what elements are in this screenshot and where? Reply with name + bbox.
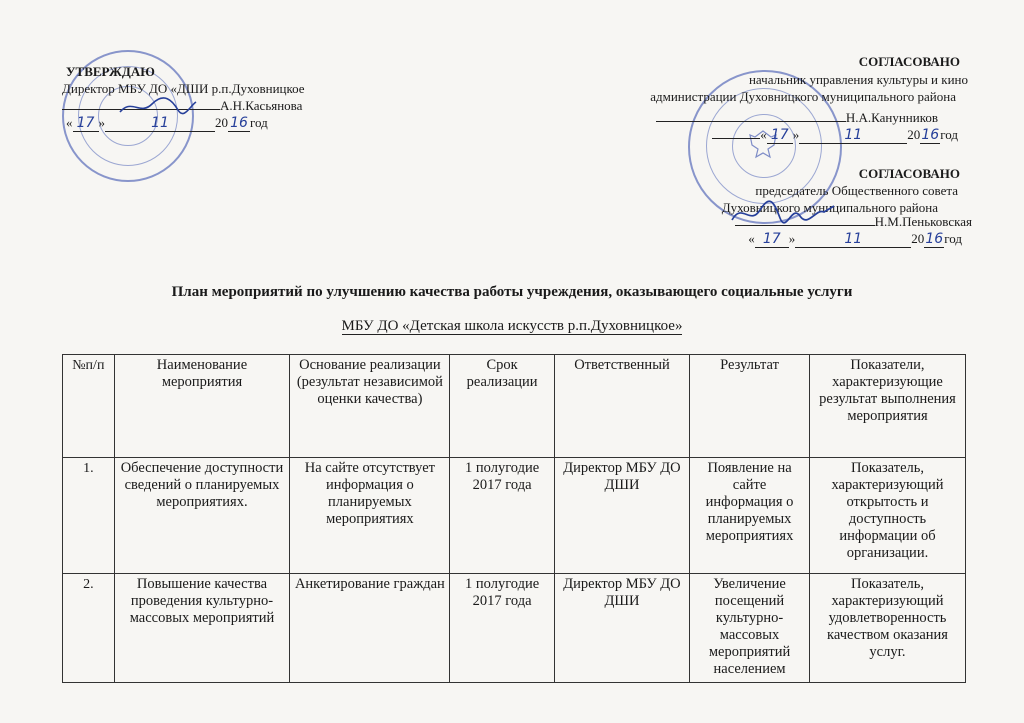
approve-heading: УТВЕРЖДАЮ [66, 64, 155, 79]
cell-basis: Анкетирование граждан [290, 574, 450, 683]
cell-responsible: Директор МБУ ДО ДШИ [554, 574, 689, 683]
agreed-2-line2: Духовницкого муниципального района [721, 200, 938, 215]
col-header-responsible: Ответственный [554, 355, 689, 458]
agreed-2-date-day: 17 [755, 231, 789, 248]
agreed-1-date-month: 11 [799, 127, 907, 144]
cell-term: 1 полугодие 2017 года [450, 574, 554, 683]
cell-responsible: Директор МБУ ДО ДШИ [554, 458, 689, 574]
cell-number: 2. [63, 574, 115, 683]
col-header-term: Срок реализации [450, 355, 554, 458]
cell-name: Повышение качества проведения культурно-массовых мероприятий [114, 574, 290, 683]
agreed-1-date-year: 16 [921, 127, 940, 143]
col-header-number: №п/п [63, 355, 115, 458]
cell-name: Обеспечение доступности сведений о планируемых мероприятиях. [114, 458, 290, 574]
agreed-1-line1: начальник управления культуры и кино [748, 72, 968, 87]
col-header-name: Наименование мероприятия [114, 355, 290, 458]
agreed-2-date-year: 16 [925, 231, 944, 247]
agreed-heading-2: СОГЛАСОВАНО [858, 166, 960, 181]
council-chair-signature [728, 198, 838, 230]
col-header-indicators: Показатели, характеризующие результат выполнения мероприятия [809, 355, 965, 458]
agreed-1-name-line [656, 110, 938, 126]
cell-result: Появление на сайте информация о планируемых мероприятиях [690, 458, 810, 574]
agreed-2-date-month: 11 [795, 231, 911, 248]
cell-basis: На сайте отсутствует информация о планируемых мероприятиях [290, 458, 450, 574]
plan-table [62, 354, 966, 683]
agreed-2-line1: председатель Общественного совета [755, 183, 958, 198]
approve-date-year: 16 [228, 115, 250, 132]
cell-number: 1. [63, 458, 115, 574]
agreed-1-name: Н.А.Канунников [845, 110, 938, 125]
agreed-2-name: Н.М.Пеньковская [874, 214, 972, 229]
agreed-2-date: « 17 » 11 2016год [748, 231, 962, 247]
cell-indicators: Показатель, характеризующий открытость и доступность информации об организации. [809, 458, 965, 574]
approve-date: « 17 » 11 20 16 год [66, 115, 268, 131]
approve-date-month: 11 [105, 115, 215, 132]
director-signature [118, 96, 198, 118]
approve-name: А.Н.Касьянова [220, 98, 303, 113]
col-header-basis: Основание реализации (результат независимой оценки качества) [290, 355, 450, 458]
agreed-1-date-day: 17 [767, 127, 793, 144]
table-row [63, 458, 966, 574]
plan-title: План мероприятий по улучшению качества работы учреждения, оказывающего социальные услуги [171, 284, 853, 300]
agreed-1-date: « 17 » 11 2016год [712, 127, 958, 144]
table-header-row [63, 355, 966, 458]
cell-indicators: Показатель, характеризующий удовлетворенность качеством оказания услуг. [809, 574, 965, 683]
agreed-heading-1: СОГЛАСОВАНО [858, 54, 960, 69]
agreed-1-line2: администрации Духовницкого муниципального района [650, 89, 956, 104]
approve-position: Директор МБУ ДО «ДШИ р.п.Духовницкое [62, 81, 305, 96]
organization-subtitle: МБУ ДО «Детская школа искусств р.п.Духовницкое» [341, 318, 683, 334]
cell-term: 1 полугодие 2017 года [450, 458, 554, 574]
col-header-result: Результат [690, 355, 810, 458]
approve-date-day: 17 [73, 115, 99, 132]
cell-result: Увеличение посещений культурно-массовых мероприятий населением [690, 574, 810, 683]
table-row [63, 574, 966, 683]
